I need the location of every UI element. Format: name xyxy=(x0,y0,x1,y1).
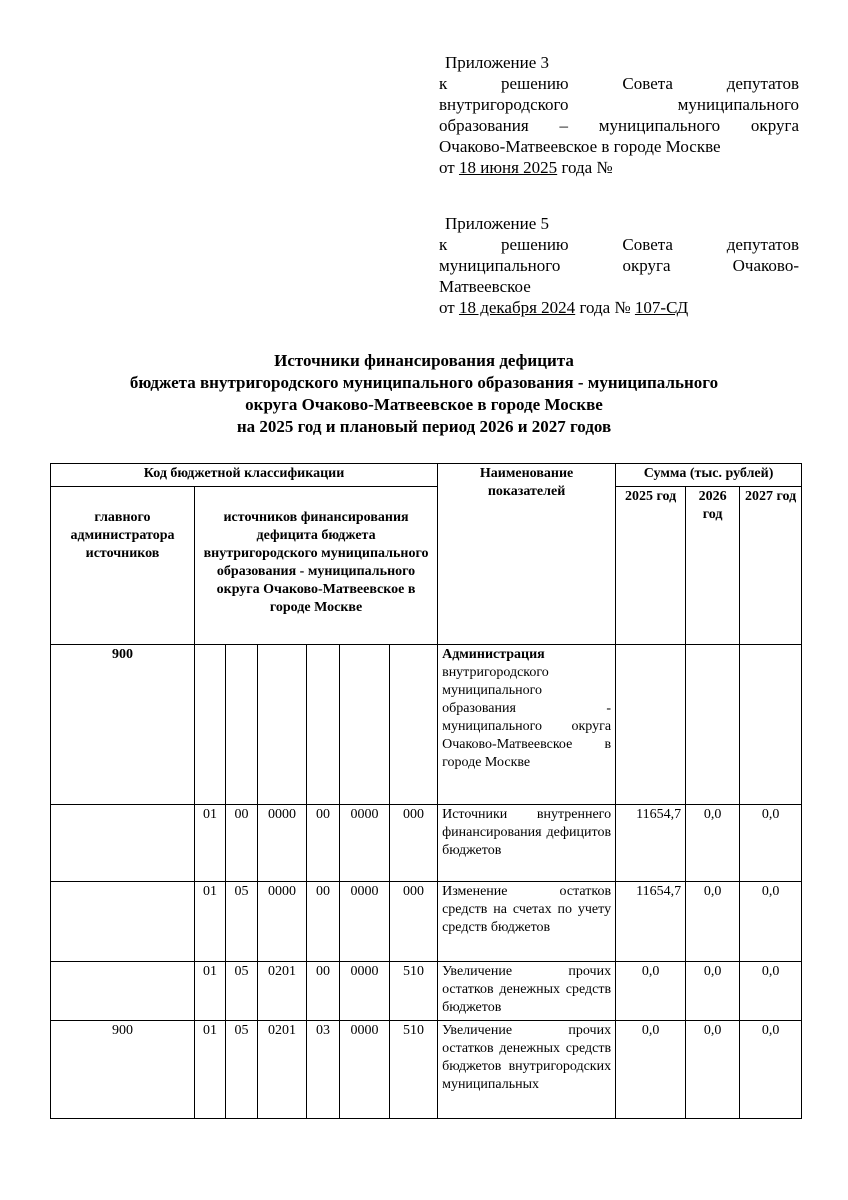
code-part xyxy=(307,645,340,805)
value-2027: 0,0 xyxy=(740,962,802,1021)
value-2025: 0,0 xyxy=(616,1021,686,1119)
table-row xyxy=(51,805,802,882)
code-part xyxy=(340,645,390,805)
code-part: 0000 xyxy=(340,962,390,1021)
admin-code xyxy=(51,962,195,1021)
code-part: 0000 xyxy=(258,805,307,882)
year-2025-header: 2025 год xyxy=(616,487,686,645)
code-part: 0000 xyxy=(340,805,390,882)
indicator-name xyxy=(438,882,616,962)
indicator-name xyxy=(438,805,616,882)
code-part: 0000 xyxy=(340,1021,390,1119)
code-part: 05 xyxy=(226,962,258,1021)
table-row xyxy=(51,645,802,805)
title-line: бюджета внутригородского муниципального образования - муниципального xyxy=(129,373,719,392)
sources-header: источников финансирования дефицита бюджета внутригородского муниципального образования - муниципального округа Очаково-Матвеевское в городе Москве xyxy=(195,487,438,645)
value-2027: 0,0 xyxy=(740,882,802,962)
indicator-name xyxy=(438,645,616,805)
code-part: 00 xyxy=(307,805,340,882)
indicator-name xyxy=(438,1021,616,1119)
indicator-name-text: Увеличение прочих остатков денежных средств бюджетов внутригородских муниципальных xyxy=(442,1023,612,1092)
code-part: 00 xyxy=(307,882,340,962)
appendix-3-line: образования – муниципального округа xyxy=(439,116,799,135)
code-part: 000 xyxy=(390,805,438,882)
code-part: 05 xyxy=(226,882,258,962)
value-2026: 0,0 xyxy=(686,882,740,962)
indicator-name-text: Увеличение прочих остатков денежных средств бюджетов xyxy=(442,964,612,1015)
header-row xyxy=(51,464,802,487)
appendix-3-title: Приложение 3 xyxy=(445,53,549,72)
year-2027-header: 2027 год xyxy=(740,487,802,645)
appendix-5-line: к решению Совета депутатов xyxy=(439,235,799,254)
code-part: 0201 xyxy=(258,1021,307,1119)
admin-code xyxy=(51,882,195,962)
appendix-3-date-line xyxy=(439,157,799,178)
appendix-5-line: Матвеевское xyxy=(439,277,531,296)
value-2026: 0,0 xyxy=(686,962,740,1021)
table-row xyxy=(51,962,802,1021)
appendix-3-date-prefix: от xyxy=(439,158,455,177)
value-2026: 0,0 xyxy=(686,805,740,882)
admin-code xyxy=(51,805,195,882)
value-2025 xyxy=(616,645,686,805)
appendix-5-date-prefix: от xyxy=(439,298,455,317)
sum-header: Сумма (тыс. рублей) xyxy=(616,464,802,487)
appendix-5-number: 107-СД xyxy=(634,298,689,317)
appendix-5-line: муниципального округа Очаково- xyxy=(439,256,799,275)
code-part: 000 xyxy=(390,882,438,962)
indicator-name-text: Источники внутреннего финансирования дефицитов бюджетов xyxy=(442,807,612,858)
appendix-3-line: к решению Совета депутатов xyxy=(439,74,799,93)
kbk-header: Код бюджетной классификации xyxy=(51,464,438,487)
admin-header: главного администратора источников xyxy=(51,487,195,645)
value-2025: 11654,7 xyxy=(616,805,686,882)
code-part xyxy=(258,645,307,805)
title-line: на 2025 год и плановый период 2026 и 2027 годов xyxy=(236,417,612,436)
code-part: 01 xyxy=(195,962,226,1021)
table-row xyxy=(51,882,802,962)
appendix-5-date-mid: года № xyxy=(579,298,631,317)
appendix-3-header xyxy=(439,52,799,178)
code-part: 03 xyxy=(307,1021,340,1119)
code-part xyxy=(195,645,226,805)
appendix-5-date: 18 декабря 2024 xyxy=(458,298,576,317)
table-row xyxy=(51,1021,802,1119)
admin-code: 900 xyxy=(51,645,195,805)
appendix-3-date: 18 июня 2025 xyxy=(458,158,558,177)
code-part: 00 xyxy=(307,962,340,1021)
code-part xyxy=(226,645,258,805)
year-2026-header: 2026 год xyxy=(686,487,740,645)
code-part: 01 xyxy=(195,1021,226,1119)
indicator-name-bold: Администрация xyxy=(442,647,545,662)
appendix-3-line: Очаково-Матвеевское в городе Москве xyxy=(439,137,721,156)
value-2025: 0,0 xyxy=(616,962,686,1021)
value-2027 xyxy=(740,645,802,805)
appendix-3-line: внутригородского муниципального xyxy=(439,95,799,114)
indicator-name-text: Изменение остатков средств на счетах по учету средств бюджетов xyxy=(442,884,612,935)
code-part: 0201 xyxy=(258,962,307,1021)
indicator-name xyxy=(438,962,616,1021)
value-2026 xyxy=(686,645,740,805)
code-part: 510 xyxy=(390,1021,438,1119)
header-row xyxy=(51,487,802,505)
value-2026: 0,0 xyxy=(686,1021,740,1119)
code-part: 0000 xyxy=(258,882,307,962)
value-2027: 0,0 xyxy=(740,805,802,882)
code-part: 510 xyxy=(390,962,438,1021)
code-part: 0000 xyxy=(340,882,390,962)
code-part: 05 xyxy=(226,1021,258,1119)
admin-code: 900 xyxy=(51,1021,195,1119)
code-part: 01 xyxy=(195,805,226,882)
indicator-name-text: внутригородского муниципального образования - муниципального округа Очаково-Матвеевское в городе Москве xyxy=(442,665,612,770)
code-part xyxy=(390,645,438,805)
title-line: Источники финансирования дефицита xyxy=(274,351,574,370)
value-2025: 11654,7 xyxy=(616,882,686,962)
document-title xyxy=(0,350,848,438)
code-part: 00 xyxy=(226,805,258,882)
value-2027: 0,0 xyxy=(740,1021,802,1119)
appendix-5-header xyxy=(439,213,799,318)
appendix-3-date-suffix: года № xyxy=(561,158,613,177)
appendix-5-title: Приложение 5 xyxy=(445,214,549,233)
code-part: 01 xyxy=(195,882,226,962)
title-line: округа Очаково-Матвеевское в городе Москве xyxy=(245,395,603,414)
appendix-5-date-line xyxy=(439,297,799,318)
name-header: Наименование показателей xyxy=(438,464,616,645)
financing-sources-table xyxy=(50,463,801,1121)
